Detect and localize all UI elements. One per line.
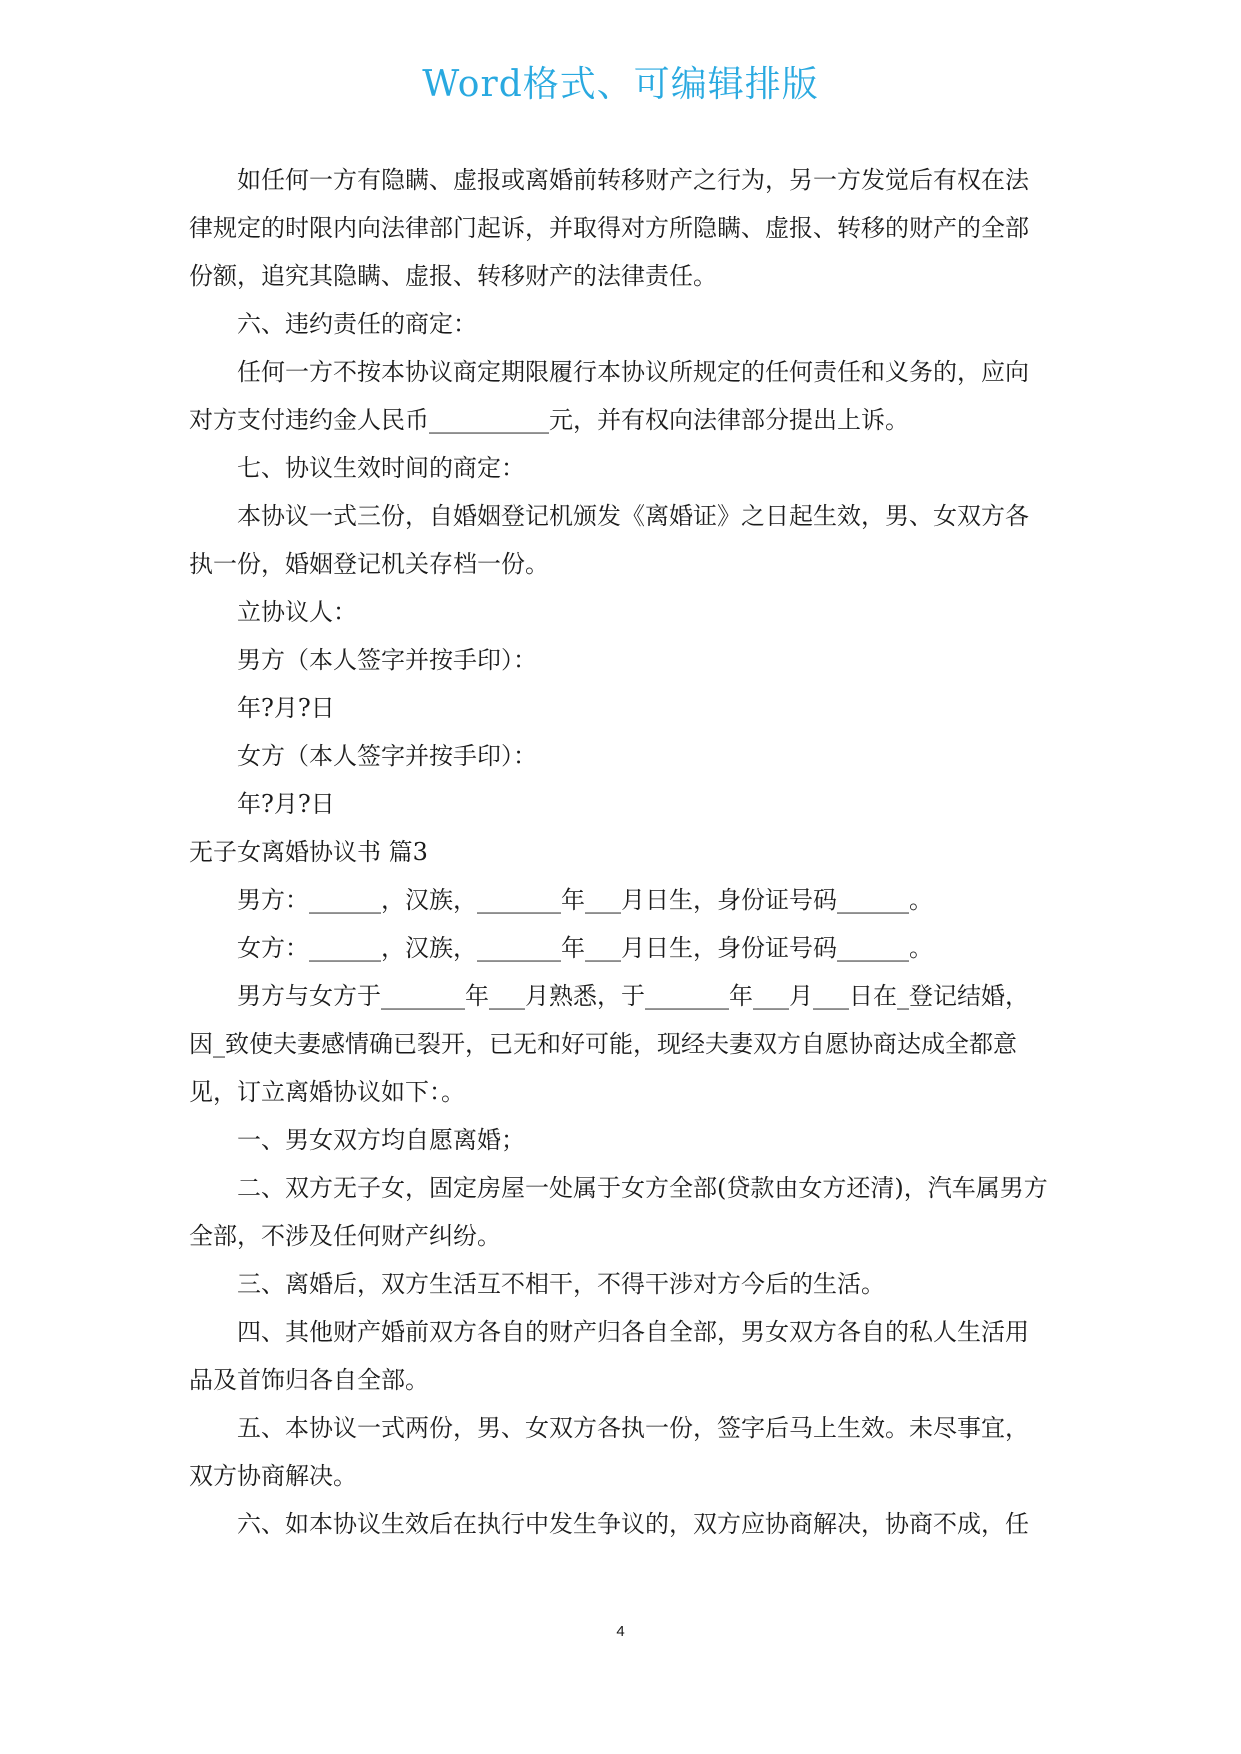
- paragraph-breach-liability: 任何一方不按本协议商定期限履行本协议所规定的任何责任和义务的，应向对方支付违约金人民币__________元，并有权向法律部分提出上诉。: [189, 358, 1029, 434]
- clause-2-property: 二、双方无子女，固定房屋一处属于女方全部(贷款由女方还清)，汽车属男方全部，不涉及任何财产纠纷。: [189, 1174, 1048, 1250]
- male-signature-label: 男方（本人签字并按手印）：: [237, 646, 537, 674]
- male-signature-date: 年?月?日: [237, 694, 335, 722]
- clause-6-disputes: 六、如本协议生效后在执行中发生争议的，双方应协商解决，协商不成，任: [237, 1510, 1029, 1538]
- paragraph-marriage-background: 男方与女方于_______年___月熟悉，于_______年___月___日在_登记结婚，因_致使夫妻感情确已裂开，已无和好可能，现经夫妻双方自愿协商达成全都意见，订立离婚协议如下：。: [189, 982, 1029, 1106]
- heading-breach-liability: 六、违约责任的商定：: [237, 310, 477, 338]
- document-body: [189, 156, 1049, 1548]
- section-title-agreement-3: 无子女离婚协议书 篇3: [189, 838, 428, 866]
- clause-4-personal-property: 四、其他财产婚前双方各自的财产归各自全部，男女双方各自的私人生活用品及首饰归各自全部。: [189, 1318, 1029, 1394]
- heading-effective-date: 七、协议生效时间的商定：: [237, 454, 525, 482]
- page-number: 4: [616, 1623, 625, 1640]
- clause-5-copies: 五、本协议一式两份，男、女双方各执一份，签字后马上生效。未尽事宜，双方协商解决。: [189, 1414, 1029, 1490]
- paragraph-female-party-info: 女方：______，汉族，_______年___月日生，身份证号码______。: [237, 934, 933, 962]
- clause-3-non-interference: 三、离婚后，双方生活互不相干，不得干涉对方今后的生活。: [237, 1270, 885, 1298]
- paragraph-concealment-clause: 如任何一方有隐瞒、虚报或离婚前转移财产之行为，另一方发觉后有权在法律规定的时限内向法律部门起诉，并取得对方所隐瞒、虚报、转移的财产的全部份额，追究其隐瞒、虚报、转移财产的法律责任。: [189, 166, 1029, 290]
- female-signature-label: 女方（本人签字并按手印）：: [237, 742, 537, 770]
- signatories-label: 立协议人：: [237, 598, 357, 626]
- paragraph-effective-date: 本协议一式三份，自婚姻登记机颁发《离婚证》之日起生效，男、女双方各执一份，婚姻登记机关存档一份。: [189, 502, 1029, 578]
- paragraph-male-party-info: 男方：______，汉族，_______年___月日生，身份证号码______。: [237, 886, 933, 914]
- female-signature-date: 年?月?日: [237, 790, 335, 818]
- document-header-title: Word格式、可编辑排版: [422, 64, 819, 105]
- clause-1-voluntary-divorce: 一、男女双方均自愿离婚；: [237, 1126, 525, 1154]
